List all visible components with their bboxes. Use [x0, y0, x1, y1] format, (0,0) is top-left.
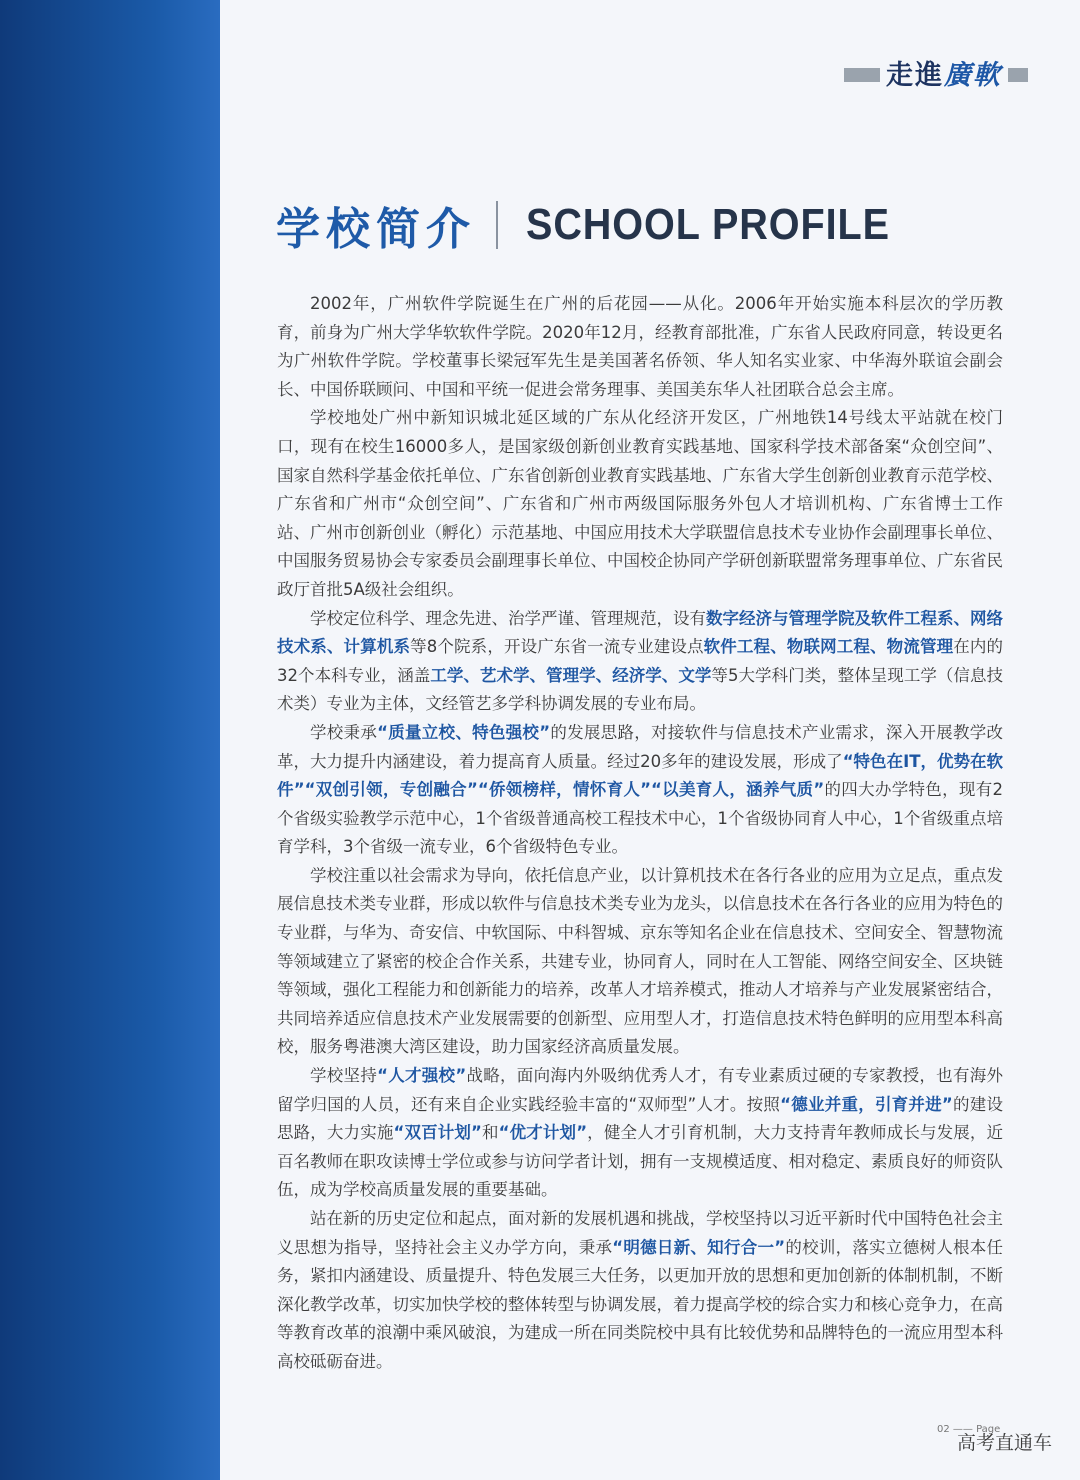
- title-english: SCHOOL PROFILE: [526, 200, 890, 249]
- highlight-text: “明德日新、知行合一”: [612, 1237, 786, 1257]
- paragraph: [277, 719, 1003, 862]
- title-chinese: 学校简介: [276, 204, 476, 255]
- body-text: 战略，面向海内外吸纳优秀人才，有专业素质过硬的专家教授，也有海外留学归国的人员，还有来自企业实践经验丰富的“双师型”人才。按照: [277, 1066, 1004, 1114]
- body-text: 2002年，广州软件学院诞生在广州的后花园——从化。2006年开始实施本科层次的学历教育，前身为广州大学华软软件学院。2020年12月，经教育部批准，广东省人民政府同意，转设更名为广州软件学院。学校董事长梁冠军先生是美国著名侨领、华人知名实业家、中华海外联谊会副会长、中国侨联顾问、中国和平统一促进会常务理事、美国美东华人社团联合总会主席。: [277, 294, 1003, 399]
- paragraph: [277, 290, 1003, 404]
- body-text: 站在新的历史定位和起点，面对新的发展机遇和挑战，学校坚持以习近平新时代中国特色社会主义思想为指导，坚持社会主义办学方向，秉承: [277, 1209, 1003, 1257]
- body-text: 在内的32个本科专业，涵盖: [277, 637, 1004, 685]
- highlight-text: “特色在IT，优势在软件”“双创引领，专创融合”“侨领榜样，情怀育人”“以美育人，涵养气质”: [277, 751, 1003, 800]
- highlight-text: “人才强校”: [377, 1066, 467, 1086]
- paragraph: [277, 605, 1003, 719]
- title-divider: [496, 201, 498, 249]
- page-number: 02 —— Page: [937, 1424, 1001, 1435]
- highlight-text: “德业并重，引育并进”: [780, 1094, 953, 1114]
- body-text: 的建设思路，大力实施: [277, 1094, 1003, 1143]
- body-text: 学校定位科学、理念先进、治学严谨、管理规范，设有: [310, 608, 706, 628]
- highlight-text: “优才计划”: [498, 1123, 588, 1143]
- paragraph: [277, 1205, 1003, 1377]
- body-text: 等5大学科门类，整体呈现工学（信息技术类）专业为主体，文经管艺多学科协调发展的专业布局。: [277, 665, 1003, 714]
- body-text: 的四大办学特色，现有2个省级实验教学示范中心，1个省级普通高校工程技术中心，1个省级协同育人中心，1个省级重点培育学科，3个省级一流专业，6个省级特色专业。: [277, 780, 1003, 857]
- highlight-text: 软件工程、物联网工程、物流管理: [703, 637, 954, 657]
- body-text: 学校秉承: [310, 722, 378, 742]
- body-text: ，健全人才引育机制，大力支持青年教师成长与发展，近百名教师在职攻读博士学位或参与访问学者计划，拥有一支规模适度、相对稳定、素质良好的师资队伍，成为学校高质量发展的重要基础。: [277, 1123, 1004, 1200]
- body-text: 等8个院系，开设广东省一流专业建设点: [410, 637, 704, 657]
- page-title: [276, 190, 930, 260]
- paragraph: [277, 862, 1003, 1062]
- left-color-band: [0, 0, 220, 1480]
- body-text: 学校注重以社会需求为导向，依托信息产业，以计算机技术在各行各业的应用为立足点，重点发展信息技术类专业群，形成以软件与信息技术类专业为龙头，以信息技术在各行各业的应用为特色的专业群，与华为、奇安信、中软国际、中科智城、京东等知名企业在信息技术、空间安全、智慧物流等领域建立了紧密的校企合作关系，共建专业，协同育人，同时在人工智能、网络空间安全、区块链等领域，强化工程能力和创新能力的培养，改革人才培养模式，推动人才培养与产业发展紧密结合，共同培养适应信息技术产业发展需要的创新型、应用型人才，打造信息技术特色鲜明的应用型本科高校，服务粤港澳大湾区建设，助力国家经济高质量发展。: [277, 865, 1003, 1057]
- article-body: [277, 290, 1003, 1377]
- paragraph: [277, 404, 1003, 604]
- brand-prefix: 走進: [886, 60, 944, 91]
- body-text: 和: [481, 1123, 499, 1143]
- body-text: 的发展思路，对接软件与信息技术产业需求，深入开展教学改革，大力提升内涵建设，着力提高育人质量。经过20多年的建设发展，形成了: [277, 722, 1004, 771]
- paragraph: [277, 1062, 1003, 1205]
- highlight-text: 数字经济与管理学院及软件工程系、网络技术系、计算机系: [277, 608, 1003, 657]
- body-text: 学校坚持: [310, 1066, 378, 1086]
- brand-logo-text: [880, 56, 1008, 96]
- brand-header: [844, 56, 1028, 96]
- body-text: 学校地处广州中新知识城北延区域的广东从化经济开发区，广州地铁14号线太平站就在校门口，现有在校生16000多人，是国家级创新创业教育实践基地、国家科学技术部备案“众创空间”、国家自然科学基金依托单位、广东省创新创业教育实践基地、广东省大学生创新创业教育示范学校、广东省和广州市“众创空间”、广东省和广州市两级国际服务外包人才培训机构、广东省博士工作站、广州市创新创业（孵化）示范基地、中国应用技术大学联盟信息技术专业协作会副理事长单位、中国服务贸易协会专家委员会副理事长单位、中国校企协同产学研创新联盟常务理事单位、广东省民政厅首批5A级社会组织。: [277, 408, 1003, 599]
- highlight-text: 工学、艺术学、管理学、经济学、文学: [430, 665, 712, 685]
- brand-accent: 廣軟: [944, 60, 1002, 91]
- watermark-text: 高考直通车: [956, 1432, 1052, 1454]
- body-text: 的校训，落实立德树人根本任务，紧扣内涵建设、质量提升、特色发展三大任务，以更加开放的思想和更加创新的体制机制，不断深化教学改革，切实加快学校的整体转型与协调发展，着力提高学校的综合实力和核心竞争力，在高等教育改革的浪潮中乘风破浪，为建成一所在同类院校中具有比较优势和品牌特色的一流应用型本科高校砥砺奋进。: [277, 1237, 1004, 1371]
- highlight-text: “双百计划”: [393, 1123, 482, 1143]
- highlight-text: “质量立校、特色强校”: [377, 722, 551, 742]
